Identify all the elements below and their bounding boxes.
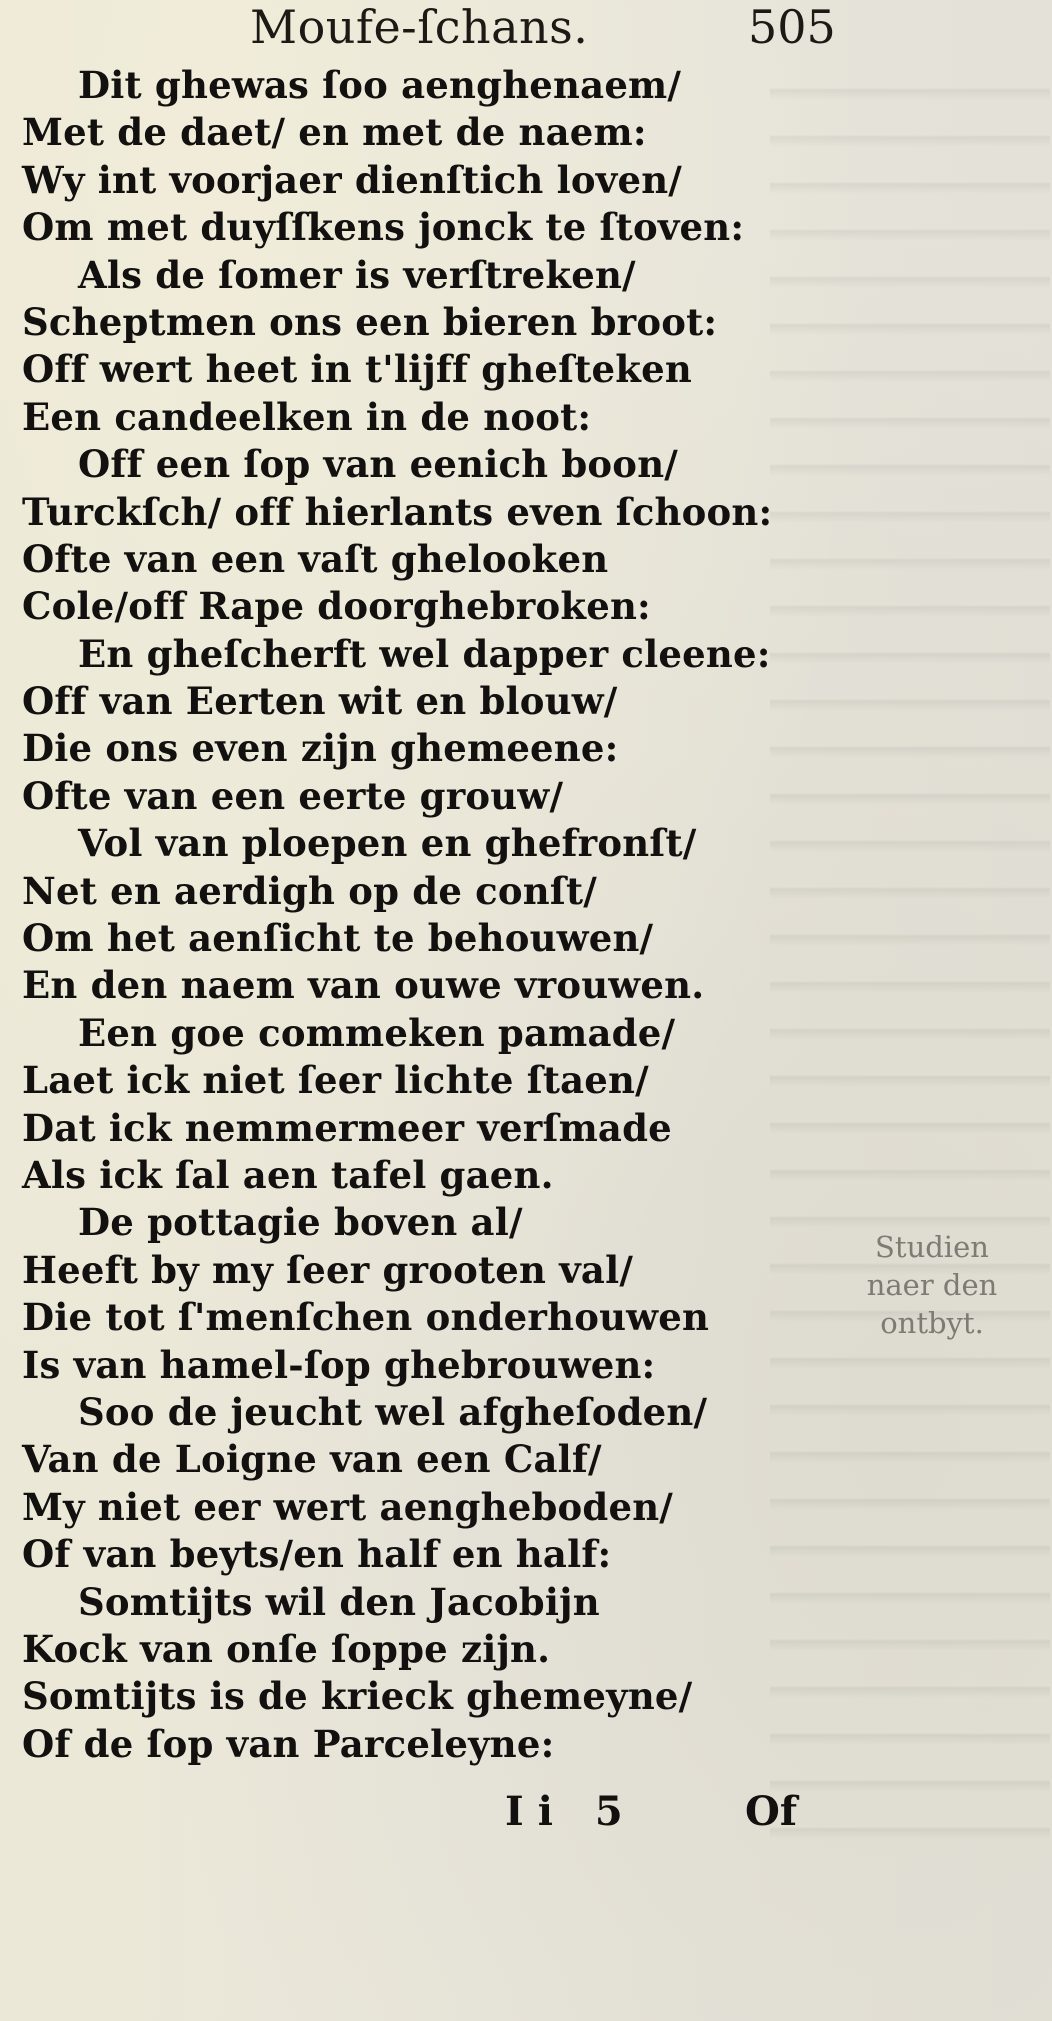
catchword: Of [745,1788,798,1835]
verse-line: Die tot ſ'menſchen onderhouwen [22,1295,710,1340]
verse-line: Laet ick niet ſeer lichte ſtaen/ [22,1058,649,1103]
verse-line: Dat ick nemmermeer verſmade [22,1105,672,1150]
margin-note-line: naer den [866,1268,998,1302]
verse-line: Om het aenſicht te behouwen/ [22,916,654,961]
page-number: 505 [748,0,836,54]
verse-line: Om met duyſſkens jonck te ſtoven: [22,205,745,250]
verse-line: Soo de jeucht wel afgheſoden/ [78,1389,708,1434]
verse-line: My niet eer wert aengheboden/ [22,1484,674,1529]
verse-line: Is van hamel-ſop ghebrouwen: [22,1342,656,1387]
page-header [0,0,1052,62]
verse-line: Als ick ſal aen tafel gaen. [22,1152,554,1197]
signature-mark: Ii 5 [505,1788,637,1835]
page-footer [0,1788,1052,1848]
verse-line: Met de daet/ en met de naem: [22,110,647,155]
margin-note [832,1228,1032,1342]
verse-line: Een goe commeken pamade/ [78,1010,676,1055]
verse-line: Cole/off Rape doorghebroken: [22,584,651,629]
verse-line: Off van Eerten wit en blouw/ [22,679,618,724]
verse-line: En den naem van ouwe vrouwen. [22,963,705,1008]
verse-line: Wy int voorjaer dienſtich loven/ [22,157,683,202]
verse-line: Ofte van een vaſt ghelooken [22,536,609,581]
verse-line: Off wert heet in t'lijff gheſteken [22,347,692,392]
verse-line: Net en aerdigh op de conſt/ [22,868,597,913]
running-title: Moufe-ſchans. [250,0,589,54]
poem-text [22,62,852,1768]
verse-line: Somtijts wil den Jacobijn [78,1579,600,1624]
verse-line: En gheſcherft wel dapper cleene: [78,631,771,676]
verse-line: Heeft by my ſeer grooten val/ [22,1247,634,1292]
verse-line: Kock van onſe ſoppe zijn. [22,1626,551,1671]
margin-note-line: ontbyt. [880,1306,984,1340]
margin-note-line: Studien [875,1230,989,1264]
verse-line: Ofte van een eerte grouw/ [22,773,564,818]
verse-line: Dit ghewas ſoo aenghenaem/ [78,63,682,107]
verse-line: Vol van ploepen en ghefronſt/ [78,821,697,866]
verse-line: Of de ſop van Parceleyne: [22,1721,555,1766]
verse-line: Turckſch/ off hierlants even ſchoon: [22,489,773,534]
verse-line: Van de Loigne van een Calf/ [22,1437,602,1482]
verse-line: Somtijts is de krieck ghemeyne/ [22,1674,693,1719]
verse-line: Als de ſomer is verſtreken/ [78,252,636,297]
verse-line: Een candeelken in de noot: [22,394,592,439]
verse-line: Off een ſop van eenich boon/ [78,442,679,487]
verse-line: Scheptmen ons een bieren broot: [22,299,718,344]
verse-line: Die ons even zijn ghemeene: [22,726,619,771]
verse-line: Of van beyts/en half en half: [22,1532,612,1577]
verse-line: De pottagie boven al/ [78,1200,523,1245]
